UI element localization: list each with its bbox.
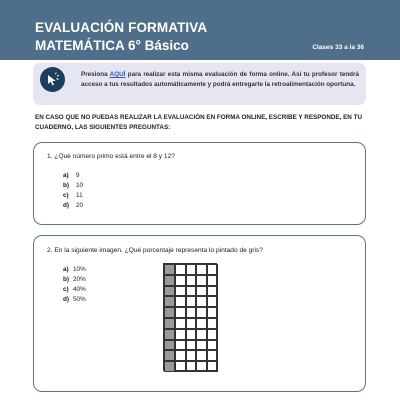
grid-cell-shaded	[164, 340, 175, 351]
grid-cell	[175, 329, 186, 340]
grid-cell	[186, 296, 197, 307]
q2-option-c-key: c)	[63, 286, 69, 293]
q1-option-d-value: 20	[76, 202, 84, 209]
q2-option-d-key: d)	[63, 296, 70, 303]
grid-cell	[175, 307, 186, 318]
grid-cell	[196, 350, 207, 361]
grid-cell	[186, 307, 197, 318]
grid-cell	[207, 296, 218, 307]
q2-option-d[interactable]	[63, 296, 86, 303]
notice-text-before: Presiona	[81, 71, 110, 78]
notice-text	[81, 70, 359, 89]
q1-option-b-key: b)	[63, 182, 70, 189]
online-notice	[33, 63, 366, 105]
grid-cell	[175, 318, 186, 329]
q1-option-d[interactable]	[63, 202, 83, 209]
grid-cell	[196, 329, 207, 340]
grid-cell	[207, 307, 218, 318]
q1-option-a-key: a)	[63, 172, 69, 179]
grid-cell	[207, 264, 218, 275]
grid-cell	[186, 350, 197, 361]
q1-option-c-value: 11	[76, 192, 83, 199]
q2-option-a-key: a)	[63, 266, 69, 273]
grid-cell	[196, 264, 207, 275]
grid-cell	[175, 350, 186, 361]
q2-option-c[interactable]	[63, 286, 86, 293]
cursor-click-icon[interactable]	[40, 67, 65, 92]
grid-cell	[175, 296, 186, 307]
grid-cell	[186, 340, 197, 351]
grid-cell	[186, 264, 197, 275]
q1-option-a-value: 9	[76, 172, 80, 179]
q2-option-b-value: 20%	[73, 276, 86, 283]
q1-option-d-key: d)	[63, 202, 70, 209]
percentage-grid-figure	[163, 263, 217, 371]
grid-cell	[207, 286, 218, 297]
grid-cell	[196, 361, 207, 372]
grid-cell	[175, 275, 186, 286]
grid-cell	[186, 329, 197, 340]
q1-option-c-key: c)	[63, 192, 69, 199]
grid-cell	[186, 318, 197, 329]
grid-cell	[196, 307, 207, 318]
grid-cell	[196, 275, 207, 286]
question-2-text: 2. En la siguiente imagen. ¿Qué porcentaje representa lo pintado de gris?	[47, 247, 263, 254]
q1-option-b-value: 10	[76, 182, 84, 189]
grid-cell	[186, 275, 197, 286]
q1-option-c[interactable]	[63, 192, 83, 199]
grid-cell	[196, 286, 207, 297]
grid-cell-shaded	[164, 307, 175, 318]
title-line-1: EVALUACIÓN FORMATIVA	[35, 20, 208, 35]
q2-option-d-value: 50%	[73, 296, 86, 303]
grid-cell	[186, 361, 197, 372]
grid-cell-shaded	[164, 264, 175, 275]
grid-cell-shaded	[164, 329, 175, 340]
grid-cell	[207, 275, 218, 286]
grid-cell	[207, 329, 218, 340]
header-banner	[0, 0, 400, 60]
clases-label: Clases 33 a la 36	[312, 44, 364, 51]
question-1-text: 1. ¿Qué número primo está entre el 8 y 12?	[47, 153, 175, 160]
q1-option-b[interactable]	[63, 182, 83, 189]
grid-cell	[196, 296, 207, 307]
q1-option-a[interactable]	[63, 172, 80, 179]
q2-option-c-value: 40%	[73, 286, 86, 293]
grid-cell	[175, 361, 186, 372]
grid-cell	[207, 340, 218, 351]
grid-cell-shaded	[164, 275, 175, 286]
q2-option-b-key: b)	[63, 276, 70, 283]
aqui-link[interactable]: AQUÍ	[109, 71, 126, 78]
grid-cell	[196, 318, 207, 329]
grid-cell	[207, 361, 218, 372]
grid-cell-shaded	[164, 361, 175, 372]
title-line-2: MATEMÁTICA 6° Básico	[35, 38, 189, 53]
grid-cell-shaded	[164, 296, 175, 307]
q2-option-a[interactable]	[63, 266, 86, 273]
grid-cell-shaded	[164, 286, 175, 297]
grid-cell-shaded	[164, 318, 175, 329]
grid-cell	[186, 286, 197, 297]
grid-cell-shaded	[164, 350, 175, 361]
grid-cell	[175, 264, 186, 275]
grid-cell	[207, 350, 218, 361]
notice-text-after: para realizar esta misma evaluación de forma online. Así tu profesor tendrá acceso a tus resultados automáticamente y podrá entregarte la retroalimentación oportuna.	[81, 71, 359, 88]
grid-cell	[207, 318, 218, 329]
q2-option-b[interactable]	[63, 276, 86, 283]
grid-cell	[175, 286, 186, 297]
grid-cell	[196, 340, 207, 351]
instructions: EN CASO QUE NO PUEDAS REALIZAR LA EVALUACIÓN EN FORMA ONLINE, ESCRIBE Y RESPONDE, EN TU CUADERNO, LAS SIGUIENTES PREGUNTAS:	[35, 114, 363, 131]
q2-option-a-value: 10%	[73, 266, 86, 273]
grid-cell	[175, 340, 186, 351]
